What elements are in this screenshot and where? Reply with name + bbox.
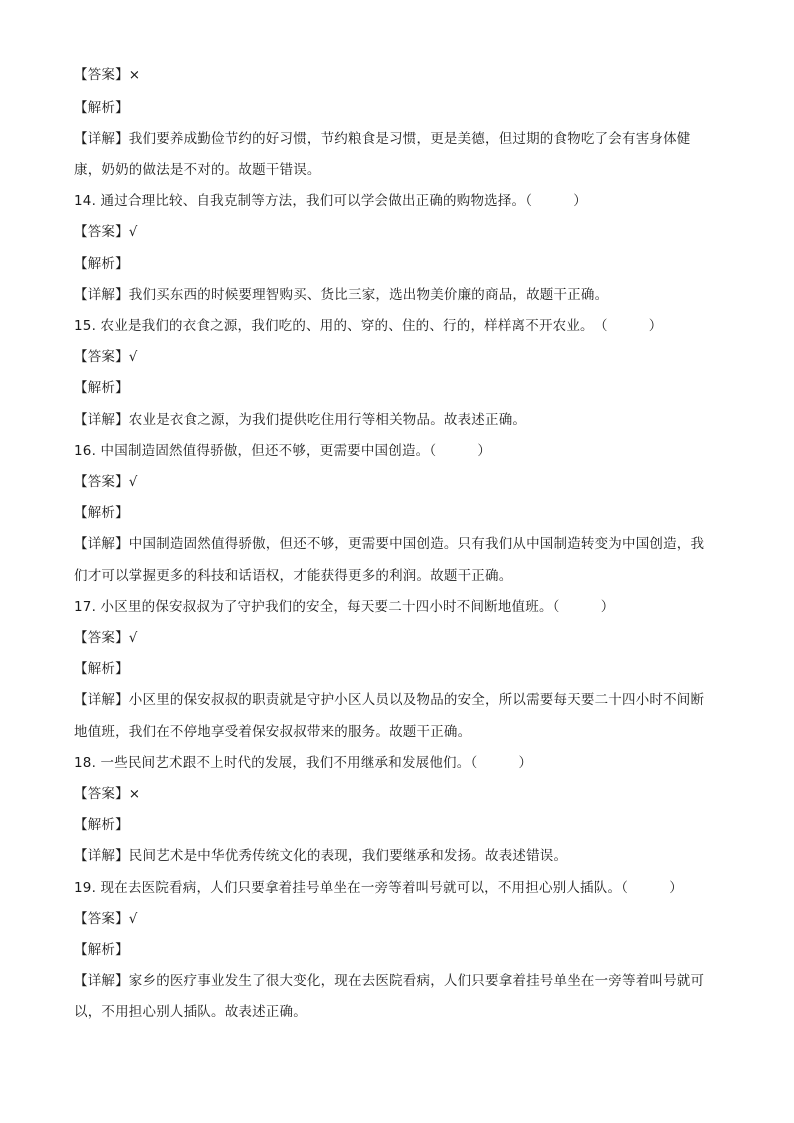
explanation-line: 【详解】我们买东西的时候要理智购买、货比三家，选出物美价廉的商品，故题干正确。 [74, 287, 609, 303]
question-15: 15. 农业是我们的衣食之源，我们吃的、用的、穿的、住的、行的，样样离不开农业。 （ ） [74, 318, 663, 334]
explanation-continuation: 以，不用担心别人插队。故表述正确。 [74, 1004, 307, 1020]
answer-line: 【答案】√ [74, 630, 138, 646]
explanation-line: 【详解】中国制造固然值得骄傲，但还不够，更需要中国创造。只有我们从中国制造转变为中国创造，我 [74, 536, 705, 552]
explanation-line: 【详解】我们要养成勤俭节约的好习惯，节约粮食是习惯，更是美德，但过期的食物吃了会有害身体健 [74, 131, 691, 147]
analysis-label: 【解析】 [74, 817, 129, 833]
analysis-label: 【解析】 [74, 256, 129, 272]
explanation-continuation: 康，奶奶的做法是不对的。故题干错误。 [74, 162, 321, 178]
analysis-label: 【解析】 [74, 942, 129, 958]
analysis-label: 【解析】 [74, 100, 129, 116]
question-16: 16. 中国制造固然值得骄傲，但还不够，更需要中国创造。（ ） [74, 443, 492, 459]
question-18: 18. 一些民间艺术跟不上时代的发展，我们不用继承和发展他们。（ ） [74, 755, 533, 771]
explanation-line: 【详解】小区里的保安叔叔的职责就是守护小区人员以及物品的安全，所以需要每天要二十四小时不间断 [74, 692, 705, 708]
explanation-continuation: 地值班，我们在不停地享受着保安叔叔带来的服务。故题干正确。 [74, 724, 472, 740]
analysis-label: 【解析】 [74, 380, 129, 396]
answer-line: 【答案】√ [74, 911, 138, 927]
explanation-line: 【详解】农业是衣食之源，为我们提供吃住用行等相关物品。故表述正确。 [74, 412, 527, 428]
answer-line: 【答案】√ [74, 474, 138, 490]
analysis-label: 【解析】 [74, 505, 129, 521]
analysis-label: 【解析】 [74, 661, 129, 677]
explanation-continuation: 们才可以掌握更多的科技和话语权，才能获得更多的利润。故题干正确。 [74, 568, 513, 584]
answer-line: 【答案】× [74, 67, 141, 83]
explanation-line: 【详解】家乡的医疗事业发生了很大变化，现在去医院看病，人们只要拿着挂号单坐在一旁等着叫号就可 [74, 973, 705, 989]
answer-line: 【答案】× [74, 786, 141, 802]
answer-line: 【答案】√ [74, 349, 138, 365]
answer-line: 【答案】√ [74, 224, 138, 240]
question-19: 19. 现在去医院看病，人们只要拿着挂号单坐在一旁等着叫号就可以，不用担心别人插队。（ ） [74, 880, 683, 896]
explanation-line: 【详解】民间艺术是中华优秀传统文化的表现，我们要继承和发扬。故表述错误。 [74, 848, 568, 864]
question-17: 17. 小区里的保安叔叔为了守护我们的安全，每天要二十四小时不间断地值班。（ ） [74, 599, 615, 615]
question-14: 14. 通过合理比较、自我克制等方法，我们可以学会做出正确的购物选择。（ ） [74, 193, 588, 209]
